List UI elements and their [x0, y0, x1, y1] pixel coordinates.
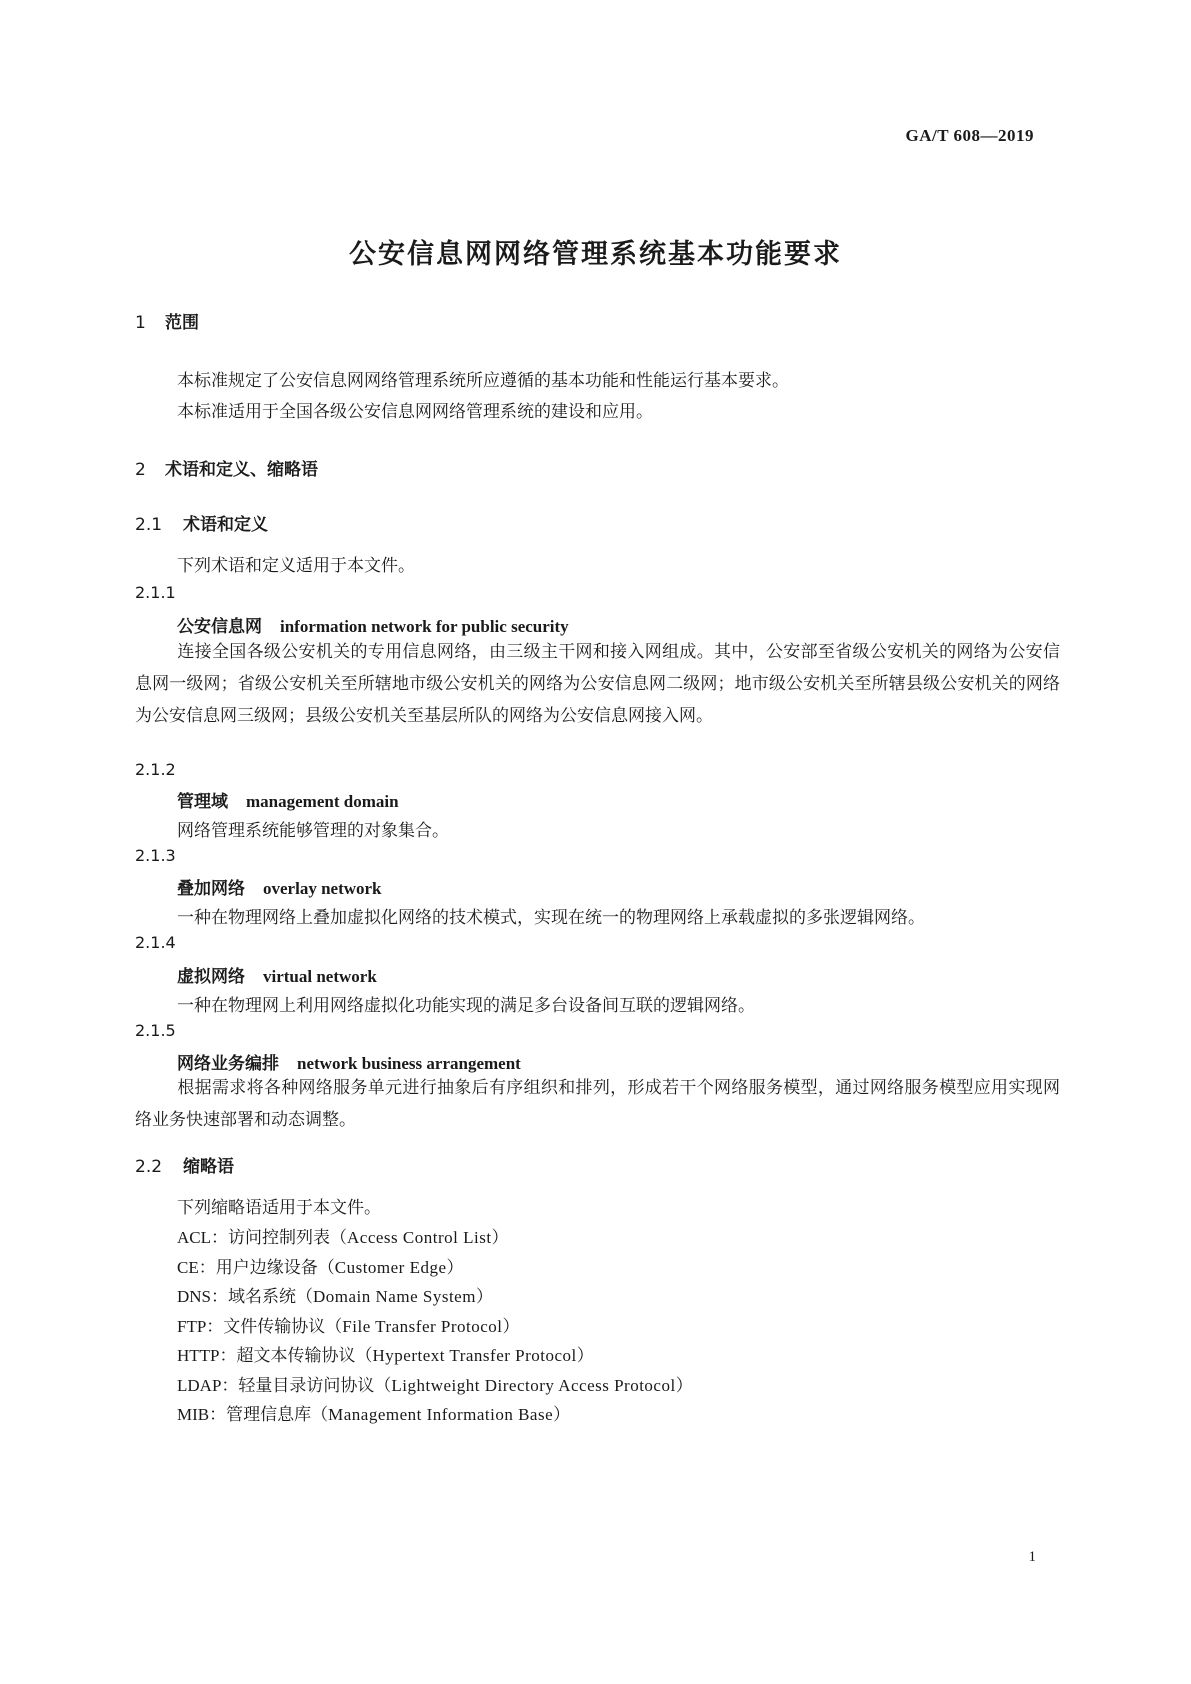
term-en: network business arrangement: [297, 1054, 521, 1073]
abbreviation-en: Access Control List: [347, 1228, 492, 1247]
term-heading: [177, 612, 569, 637]
abbreviation-row: [177, 1253, 464, 1278]
term-definition: [135, 636, 1060, 732]
paren-open: （: [325, 1316, 343, 1337]
abbreviation-en: File Transfer Protocol: [342, 1316, 503, 1336]
paren-open: （: [311, 1405, 329, 1425]
term-heading: [177, 787, 399, 812]
section-title: 缩略语: [183, 1157, 234, 1177]
section-2-heading: [135, 455, 318, 480]
paren-open: （: [374, 1375, 392, 1396]
abbreviation-zh: 轻量目录访问协议: [238, 1375, 375, 1396]
abbreviation-zh: 超文本传输协议: [236, 1346, 356, 1366]
separator: ：: [211, 1287, 229, 1307]
paren-close: ）: [475, 1287, 493, 1307]
separator: ：: [209, 1405, 227, 1425]
term-en: information network for public security: [280, 617, 569, 636]
paren-close: ）: [553, 1405, 571, 1425]
paren-open: （: [355, 1346, 373, 1366]
term-en: management domain: [246, 792, 399, 811]
abbreviation-en: Customer Edge: [334, 1257, 447, 1277]
definition-text: 连接全国各级公安机关的专用信息网络，由三级主干网和接入网组成。其中，公安部至省级公安机关的网络为公安信息网一级网；省级公安机关至所辖地市级公安机关的网络为公安信息网二级网；地市级公安机关至所辖县级公安机关的网络为公安信息网三级网；县级公安机关至基层所队的网络为公安信息网接入网。: [135, 642, 1060, 726]
term-zh: 网络业务编排: [177, 1054, 279, 1074]
abbreviation-en: Domain Name System: [313, 1287, 476, 1306]
term-definition: 一种在物理网络上叠加虚拟化网络的技术模式，实现在统一的物理网络上承载虚拟的多张逻辑网络。: [177, 908, 925, 928]
section-title: 术语和定义、缩略语: [165, 460, 318, 480]
abbreviation-key: HTTP: [177, 1346, 220, 1365]
term-number: 2.1.1: [135, 583, 176, 602]
abbreviation-row: [177, 1223, 509, 1248]
paragraph: 本标准适用于全国各级公安信息网网络管理系统的建设和应用。: [177, 402, 653, 422]
subsection-2-1-heading: [135, 510, 268, 535]
term-definition: 网络管理系统能够管理的对象集合。: [177, 821, 449, 841]
paragraph: 下列术语和定义适用于本文件。: [177, 556, 415, 576]
section-title: 范围: [165, 313, 199, 333]
abbreviation-zh: 访问控制列表: [228, 1228, 330, 1248]
abbreviation-en: Lightweight Directory Access Protocol: [391, 1375, 676, 1395]
term-heading: [177, 1049, 521, 1074]
abbreviation-key: CE: [177, 1257, 199, 1277]
paren-close: ）: [491, 1228, 509, 1248]
abbreviation-row: [177, 1341, 594, 1366]
abbreviation-row: [177, 1371, 693, 1396]
separator: ：: [211, 1228, 228, 1248]
page-number: 1: [1028, 1549, 1036, 1565]
section-number: 2.1: [135, 515, 163, 535]
term-zh: 公安信息网: [177, 617, 262, 637]
subsection-2-2-heading: [135, 1152, 234, 1177]
paren-close: ）: [675, 1375, 693, 1396]
abbreviation-row: [177, 1282, 493, 1307]
term-definition: [135, 1072, 1060, 1136]
abbreviation-en: Hypertext Transfer Protocol: [372, 1346, 577, 1365]
term-zh: 虚拟网络: [177, 967, 245, 987]
separator: ：: [198, 1257, 216, 1278]
term-definition: 一种在物理网上利用网络虚拟化功能实现的满足多台设备间互联的逻辑网络。: [177, 996, 755, 1016]
separator: ：: [221, 1375, 239, 1396]
abbreviation-key: DNS: [177, 1287, 212, 1306]
section-number: 1: [135, 313, 146, 333]
abbreviation-key: MIB: [177, 1405, 210, 1424]
paragraph: 下列缩略语适用于本文件。: [177, 1198, 381, 1218]
abbreviation-key: FTP: [177, 1316, 207, 1336]
separator: ：: [219, 1346, 237, 1366]
abbreviation-row: [177, 1312, 520, 1337]
term-number: 2.1.2: [135, 760, 176, 779]
paren-close: ）: [576, 1346, 594, 1366]
term-zh: 管理域: [177, 792, 228, 812]
section-1-heading: [135, 308, 199, 333]
abbreviation-zh: 管理信息库: [226, 1405, 312, 1425]
term-en: virtual network: [263, 967, 377, 986]
abbreviation-row: [177, 1400, 570, 1425]
abbreviation-en: Management Information Base: [328, 1405, 554, 1424]
section-number: 2: [135, 460, 146, 480]
term-heading: [177, 874, 382, 899]
term-zh: 叠加网络: [177, 879, 245, 899]
term-heading: [177, 962, 377, 987]
document-code: GA/T 608—2019: [905, 126, 1034, 145]
paren-close: ）: [502, 1316, 520, 1337]
paren-close: ）: [446, 1257, 464, 1278]
separator: ：: [206, 1316, 224, 1337]
definition-text: 根据需求将各种网络服务单元进行抽象后有序组织和排列，形成若干个网络服务模型，通过网络服务模型应用实现网络业务快速部署和动态调整。: [135, 1078, 1060, 1130]
section-number: 2.2: [135, 1157, 163, 1177]
term-en: overlay network: [263, 879, 382, 898]
term-number: 2.1.4: [135, 933, 176, 952]
abbreviation-zh: 文件传输协议: [223, 1316, 326, 1337]
page-title: 公安信息网网络管理系统基本功能要求: [349, 239, 842, 270]
abbreviation-key: LDAP: [177, 1375, 222, 1395]
term-number: 2.1.5: [135, 1021, 176, 1040]
paren-open: （: [330, 1228, 347, 1248]
abbreviation-key: ACL: [177, 1228, 211, 1247]
paragraph: 本标准规定了公安信息网网络管理系统所应遵循的基本功能和性能运行基本要求。: [177, 371, 789, 391]
paren-open: （: [317, 1257, 335, 1278]
term-number: 2.1.3: [135, 846, 176, 865]
abbreviation-zh: 用户边缘设备: [215, 1257, 318, 1278]
paren-open: （: [296, 1287, 314, 1307]
section-title: 术语和定义: [183, 515, 268, 535]
abbreviation-zh: 域名系统: [228, 1287, 297, 1307]
